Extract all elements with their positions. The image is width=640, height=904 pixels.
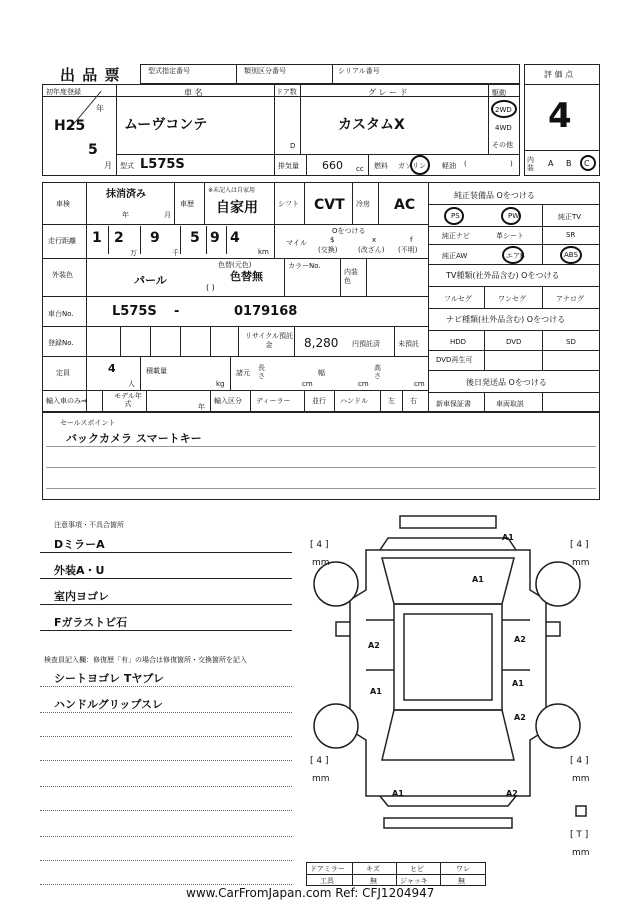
mark-right-front-door: A2 bbox=[514, 635, 526, 644]
legend-scratch: キズ bbox=[366, 865, 380, 873]
dims-label: 諸元 bbox=[236, 369, 250, 377]
drive-4wd: 4WD bbox=[495, 124, 512, 132]
recycle-label: リサイクル預託金 bbox=[244, 332, 294, 349]
handle-right: 右 bbox=[410, 397, 417, 405]
meter-tampered: (改ざん) bbox=[358, 246, 385, 254]
history-label: 車歴 bbox=[180, 200, 194, 208]
equip-sr: SR bbox=[566, 231, 576, 239]
first-reg-label: 初年度登録 bbox=[46, 88, 81, 96]
sales-point-text: バックカメラ スマートキー bbox=[66, 432, 202, 445]
equip-abs: ABS bbox=[564, 251, 578, 259]
car-name: ムーヴコンテ bbox=[124, 117, 208, 133]
meter-circle-note: Oをつける bbox=[332, 227, 366, 235]
tire-fr: [ 4 ] bbox=[570, 540, 589, 550]
recycle-amount: 8,280 bbox=[304, 336, 339, 350]
legend-jack-value: 無 bbox=[458, 877, 465, 885]
mark-right-rear-door: A1 bbox=[512, 679, 524, 688]
tv-type-title: TV種類(社外品含む) Oをつける bbox=[446, 271, 560, 280]
mileage-digit-5: 9 bbox=[210, 230, 220, 246]
ac-label: 冷房 bbox=[356, 200, 370, 208]
mileage-digit-6: 4 bbox=[230, 230, 240, 246]
meter-exchanged: (交換) bbox=[318, 246, 338, 254]
color-no-label: カラーNo. bbox=[288, 262, 321, 270]
displacement: 660 bbox=[322, 159, 343, 172]
mileage-digit-4: 5 bbox=[190, 230, 200, 246]
equip-pw-circle bbox=[501, 207, 521, 225]
recolor: 色替無 bbox=[230, 270, 263, 283]
drive-label: 駆動 bbox=[492, 89, 506, 97]
displacement-label: 排気量 bbox=[278, 162, 299, 170]
length-label: 長さ bbox=[258, 364, 265, 380]
chassis-model: L575S bbox=[112, 304, 157, 319]
model-year-label: モデル年式 bbox=[114, 392, 142, 408]
navi-sd: SD bbox=[566, 338, 576, 346]
tire-rl: [ 4 ] bbox=[310, 756, 329, 766]
sales-point-box bbox=[42, 412, 600, 500]
grade: カスタムX bbox=[338, 117, 405, 133]
new-car-warranty: 新車保証書 bbox=[436, 400, 471, 408]
first-reg-month: 5 bbox=[88, 142, 98, 158]
mileage-digit-2: 2 bbox=[114, 230, 124, 246]
mark-rear-corner: A2 bbox=[506, 789, 518, 798]
mark-rear-bumper: A1 bbox=[392, 789, 404, 798]
score-value: 4 bbox=[548, 96, 572, 136]
after-title: 後日発送品 Oをつける bbox=[466, 378, 547, 387]
ac: AC bbox=[394, 197, 416, 213]
chassis-label: 車台No. bbox=[48, 310, 74, 318]
doors-label: ドア数 bbox=[276, 88, 297, 96]
inspector-item-2: ハンドルグリップスレ bbox=[54, 698, 163, 711]
legend-crack: ワレ bbox=[456, 865, 470, 873]
recycle-not: 未預託 bbox=[398, 340, 419, 348]
sales-point-label: セールスポイント bbox=[60, 419, 116, 427]
equip-pw: PW bbox=[508, 212, 520, 220]
equip-leather: 革シート bbox=[496, 232, 524, 240]
grade-label: グ レ ー ド bbox=[368, 88, 408, 97]
model-label: 型式 bbox=[120, 162, 134, 170]
inspection-label: 車検 bbox=[56, 200, 70, 208]
import-class-label: 輸入区分 bbox=[214, 397, 242, 405]
interior-color-label: 内装色 bbox=[344, 268, 358, 285]
interior-a: A bbox=[548, 159, 554, 168]
header-fields bbox=[140, 64, 520, 84]
footer-watermark: www.CarFromJapan.com Ref: CFJ1204947 bbox=[186, 886, 435, 900]
interior-label: 内装 bbox=[527, 156, 534, 172]
usage: 自家用 bbox=[216, 200, 258, 216]
equip-ps-circle bbox=[444, 207, 464, 225]
usage-note: ※未記入は自家用 bbox=[208, 187, 256, 194]
tv-oneseg: ワンセグ bbox=[498, 295, 526, 303]
fuel-gasoline: ガソリン bbox=[398, 162, 426, 170]
chassis-number: 0179168 bbox=[234, 304, 298, 319]
type-designation-label: 型式指定番号 bbox=[148, 67, 190, 75]
interior-c-circle bbox=[580, 155, 596, 171]
equip-tv: 純正TV bbox=[558, 213, 582, 221]
legend-tool-value: 無 bbox=[370, 877, 377, 885]
equip-aw: 純正AW bbox=[442, 252, 468, 260]
drive-2wd-circle bbox=[491, 100, 517, 118]
spare-tire: [ T ] bbox=[570, 830, 589, 840]
model: L575S bbox=[140, 157, 185, 172]
score-label: 評 価 点 bbox=[544, 70, 574, 79]
recycle-deposited: 円預託済 bbox=[352, 340, 380, 348]
dvd-play: DVD再生可 bbox=[436, 356, 473, 364]
handle-left: 左 bbox=[388, 397, 395, 405]
first-reg-year: H25 bbox=[54, 118, 86, 134]
navi-type-title: ナビ種類(社外品含む) Oをつける bbox=[446, 315, 566, 324]
legend-jack: ジャッキ bbox=[400, 877, 428, 885]
vehicle-manual: 車両取説 bbox=[496, 400, 524, 408]
mark-front-bumper: A1 bbox=[502, 533, 514, 542]
serial-label: シリアル番号 bbox=[338, 67, 380, 75]
equip-ps: PS bbox=[451, 212, 460, 220]
legend-chip: ヒビ bbox=[410, 865, 424, 873]
equip-airbag: エアB bbox=[506, 252, 525, 260]
fuel-gasoline-circle bbox=[410, 155, 430, 175]
tv-analog: アナログ bbox=[556, 295, 584, 303]
inspector-label: 検査員記入欄：修復歴「有」の場合は修復箇所・交換箇所を記入 bbox=[44, 656, 247, 664]
fuel-diesel: 軽油 bbox=[442, 162, 456, 170]
navi-dvd: DVD bbox=[506, 338, 522, 346]
meter-unknown: (不明) bbox=[398, 246, 418, 254]
width-label: 幅 bbox=[318, 369, 325, 377]
note-item-3: 室内ヨゴレ bbox=[54, 590, 109, 603]
recolor-label: 色替(元色) bbox=[218, 261, 252, 269]
mark-left-rear-door: A1 bbox=[370, 687, 382, 696]
legend-mirror: ドアミラー bbox=[310, 865, 345, 873]
drive-2wd: 2WD bbox=[495, 106, 512, 114]
parallel: 並行 bbox=[312, 397, 326, 405]
car-damage-diagram bbox=[296, 510, 600, 860]
tv-fullseg: フルセグ bbox=[444, 295, 472, 303]
mileage-digit-1: 1 bbox=[92, 230, 102, 246]
tire-fl: [ 4 ] bbox=[310, 540, 329, 550]
mileage-label: 走行距離 bbox=[48, 237, 76, 245]
import-label: 輸入車のみ⇒ bbox=[46, 397, 87, 405]
mileage-digit-3: 9 bbox=[150, 230, 160, 246]
equip-abs-circle bbox=[560, 246, 582, 264]
exterior-color: パール bbox=[134, 274, 167, 287]
note-item-2: 外装A・U bbox=[54, 564, 105, 577]
inspection-value: 抹消済み bbox=[106, 189, 146, 200]
color-label: 外装色 bbox=[52, 271, 73, 279]
navi-hdd: HDD bbox=[450, 338, 467, 346]
mark-right-rear: A2 bbox=[514, 713, 526, 722]
height-label: 高さ bbox=[374, 364, 381, 380]
legend-tool: 工具 bbox=[320, 877, 334, 885]
tire-rr: [ 4 ] bbox=[570, 756, 589, 766]
mile-label: マイル bbox=[286, 239, 307, 247]
shift: CVT bbox=[314, 197, 345, 213]
notes-label: 注意事項・不具合箇所 bbox=[54, 521, 124, 529]
mark-left-front-door: A2 bbox=[368, 641, 380, 650]
load-label: 積載量 bbox=[146, 367, 167, 375]
capacity-label: 定員 bbox=[56, 369, 70, 377]
interior-b: B bbox=[566, 159, 572, 168]
note-item-1: DミラーA bbox=[54, 538, 105, 551]
capacity: 4 bbox=[108, 362, 116, 375]
equip-navi: 純正ナビ bbox=[442, 232, 470, 240]
page-title: 出 品 票 bbox=[60, 66, 121, 84]
dealer: ディーラー bbox=[256, 397, 291, 405]
car-name-label: 車 名 bbox=[184, 88, 203, 97]
genuine-title: 純正装備品 Oをつける bbox=[454, 191, 535, 200]
equip-airbag-circle bbox=[502, 246, 524, 264]
mark-hood: A1 bbox=[472, 575, 484, 584]
interior-c: C bbox=[584, 159, 590, 168]
reg-no-label: 登録No. bbox=[48, 339, 74, 347]
note-item-4: Fガラストビ石 bbox=[54, 616, 128, 629]
class-number-label: 類別区分番号 bbox=[244, 67, 286, 75]
shift-label: シフト bbox=[278, 200, 299, 208]
drive-other: その他 bbox=[492, 141, 513, 149]
inspector-item-1: シートヨゴレ Tヤブレ bbox=[54, 672, 164, 685]
fuel-label: 燃料 bbox=[374, 162, 388, 170]
handle-label: ハンドル bbox=[340, 397, 368, 405]
